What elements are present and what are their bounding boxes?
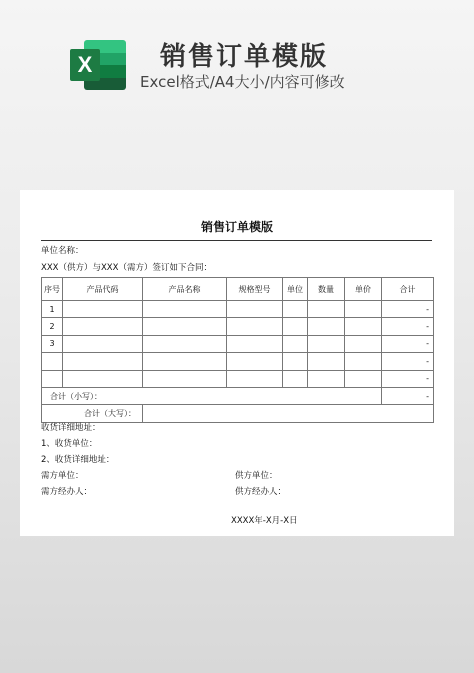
- receiving-unit-item: 1、收货单位：: [41, 439, 98, 449]
- row-no: 2: [42, 318, 63, 335]
- cell: [143, 335, 227, 352]
- cell: [308, 301, 345, 318]
- row-no: [42, 353, 63, 370]
- unit-name-label: 单位名称：: [41, 246, 84, 256]
- cell: [63, 353, 143, 370]
- header-product-code: 产品代码: [63, 278, 143, 301]
- header-unit-price: 单价: [345, 278, 382, 301]
- cell: [63, 301, 143, 318]
- total-big-row: [42, 405, 434, 422]
- title-divider: [41, 240, 432, 241]
- header-spec: 规格型号: [227, 278, 283, 301]
- receiving-address-item: 2、收货详细地址：: [41, 455, 115, 465]
- table-row: [42, 318, 434, 335]
- row-no: [42, 370, 63, 387]
- header-unit: 单位: [283, 278, 308, 301]
- agreement-line: XXX（供方）与XXX（需方）签订如下合同：: [41, 263, 212, 273]
- cell: [63, 335, 143, 352]
- excel-icon: [70, 40, 126, 90]
- cell: [143, 301, 227, 318]
- header-quantity: 数量: [308, 278, 345, 301]
- buyer-agent-label: 需方经办人：: [41, 487, 93, 497]
- supplier-agent-label: 供方经办人：: [235, 487, 287, 497]
- total-small-row: [42, 387, 434, 404]
- cell: [227, 318, 283, 335]
- row-total: -: [382, 370, 434, 387]
- table-row: [42, 301, 434, 318]
- banner-subtitle: Excel格式/A4大小/内容可修改: [140, 73, 345, 91]
- header-no: 序号: [42, 278, 63, 301]
- row-total: -: [382, 335, 434, 352]
- cell: [283, 301, 308, 318]
- banner: [0, 0, 474, 120]
- cell: [227, 370, 283, 387]
- banner-title: 销售订单模版: [160, 42, 329, 72]
- total-big-value: [143, 405, 434, 422]
- sign-date: XXXX年-X月-X日: [231, 516, 298, 526]
- cell: [227, 301, 283, 318]
- cell: [143, 370, 227, 387]
- cell: [308, 335, 345, 352]
- cell: [227, 353, 283, 370]
- cell: [308, 353, 345, 370]
- cell: [283, 370, 308, 387]
- cell: [143, 353, 227, 370]
- table-row: [42, 353, 434, 370]
- table-row: [42, 370, 434, 387]
- cell: [345, 370, 382, 387]
- excel-x-letter: X: [70, 49, 100, 81]
- cell: [345, 353, 382, 370]
- cell: [345, 301, 382, 318]
- cell: [143, 318, 227, 335]
- total-small-label: 合计（小写）：: [42, 387, 382, 404]
- buyer-unit-label: 需方单位：: [41, 471, 84, 481]
- row-total: -: [382, 301, 434, 318]
- cell: [345, 335, 382, 352]
- order-table: [41, 277, 434, 423]
- row-no: 1: [42, 301, 63, 318]
- table-header-row: [42, 278, 434, 301]
- shipping-address-label: 收货详细地址：: [41, 423, 101, 433]
- header-product-name: 产品名称: [143, 278, 227, 301]
- total-small-value: -: [382, 387, 434, 404]
- cell: [227, 335, 283, 352]
- cell: [283, 353, 308, 370]
- header-total: 合计: [382, 278, 434, 301]
- row-total: -: [382, 353, 434, 370]
- table-row: [42, 335, 434, 352]
- total-big-label: 合计（大写）：: [42, 405, 143, 422]
- cell: [308, 370, 345, 387]
- cell: [63, 318, 143, 335]
- cell: [283, 318, 308, 335]
- cell: [283, 335, 308, 352]
- cell: [345, 318, 382, 335]
- cell: [308, 318, 345, 335]
- row-no: 3: [42, 335, 63, 352]
- row-total: -: [382, 318, 434, 335]
- cell: [63, 370, 143, 387]
- document-title: 销售订单模版: [200, 220, 273, 234]
- supplier-unit-label: 供方单位：: [235, 471, 278, 481]
- document-page: [20, 190, 454, 536]
